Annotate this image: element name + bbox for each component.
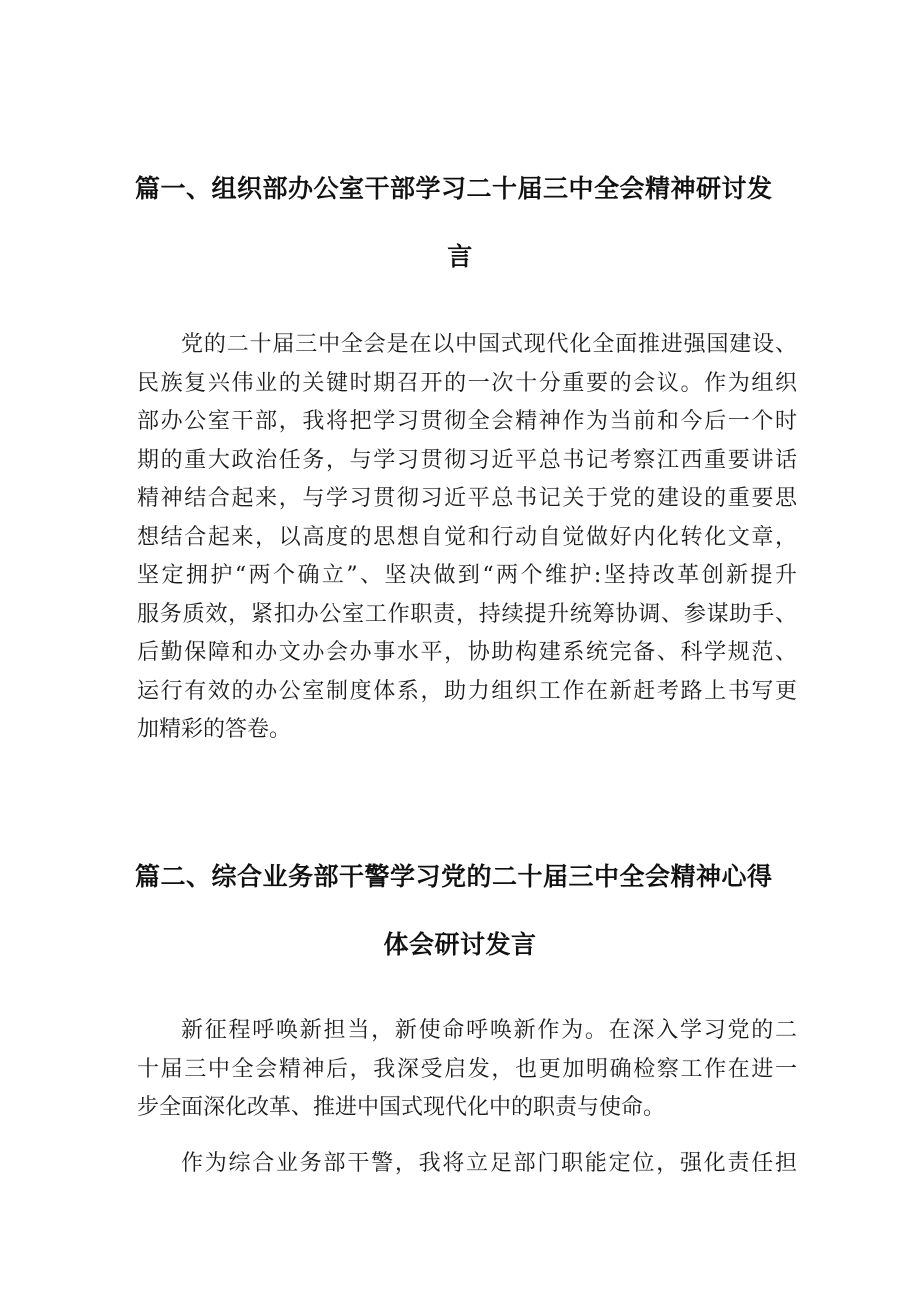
- paragraph-line: 精神结合起来，与学习贯彻习近平总书记关于党的建设的重要思: [137, 486, 797, 511]
- paragraph-line: 步全面深化改革、推进中国式现代化中的职责与使命。: [137, 1095, 666, 1120]
- section2-paragraph-1: [137, 1012, 797, 1128]
- section1-title-line1: 篇一、组织部办公室干部学习二十届三中全会精神研讨发: [135, 174, 773, 203]
- paragraph-line: 部办公室干部，我将把学习贯彻全会精神作为当前和今后一个时: [137, 409, 797, 434]
- section2-title: [135, 843, 785, 979]
- paragraph-line: 党的二十届三中全会是在以中国式现代化全面推进强国建设、: [181, 332, 797, 357]
- paragraph-line: 加精彩的答卷。: [137, 717, 292, 742]
- section2-title-line1: 篇二、综合业务部干警学习党的二十届三中全会精神心得: [135, 862, 773, 891]
- paragraph-line: 后勤保障和办文办会办事水平，协助构建系统完备、科学规范、: [137, 640, 797, 665]
- paragraph-line: 民族复兴伟业的关键时期召开的一次十分重要的会议。作为组织: [137, 370, 797, 396]
- paragraph-line: 坚定拥护“两个确立”、坚决做到“两个维护:坚持改革创新提升: [137, 563, 797, 588]
- section2-paragraph-2: [137, 1145, 797, 1184]
- paragraph-line: 服务质效，紧扣办公室工作职责，持续提升统筹协调、参谋助手、: [137, 601, 797, 627]
- section1-title: [135, 155, 785, 291]
- paragraph-line: 作为综合业务部干警，我将立足部门职能定位，强化责任担: [181, 1151, 797, 1176]
- section1-title-line2: 言: [447, 242, 473, 271]
- section1-paragraph: [137, 326, 797, 750]
- paragraph-line: 期的重大政治任务，与学习贯彻习近平总书记考察江西重要讲话: [137, 447, 797, 473]
- paragraph-line: 想结合起来，以高度的思想自觉和行动自觉做好内化转化文章，: [137, 524, 797, 550]
- section2-title-line2: 体会研讨发言: [383, 930, 537, 959]
- paragraph-line: 新征程呼唤新担当，新使命呼唤新作为。在深入学习党的二: [181, 1018, 797, 1043]
- paragraph-line: 运行有效的办公室制度体系，助力组织工作在新赶考路上书写更: [137, 678, 797, 704]
- paragraph-line: 十届三中全会精神后，我深受启发，也更加明确检察工作在进一: [137, 1056, 797, 1082]
